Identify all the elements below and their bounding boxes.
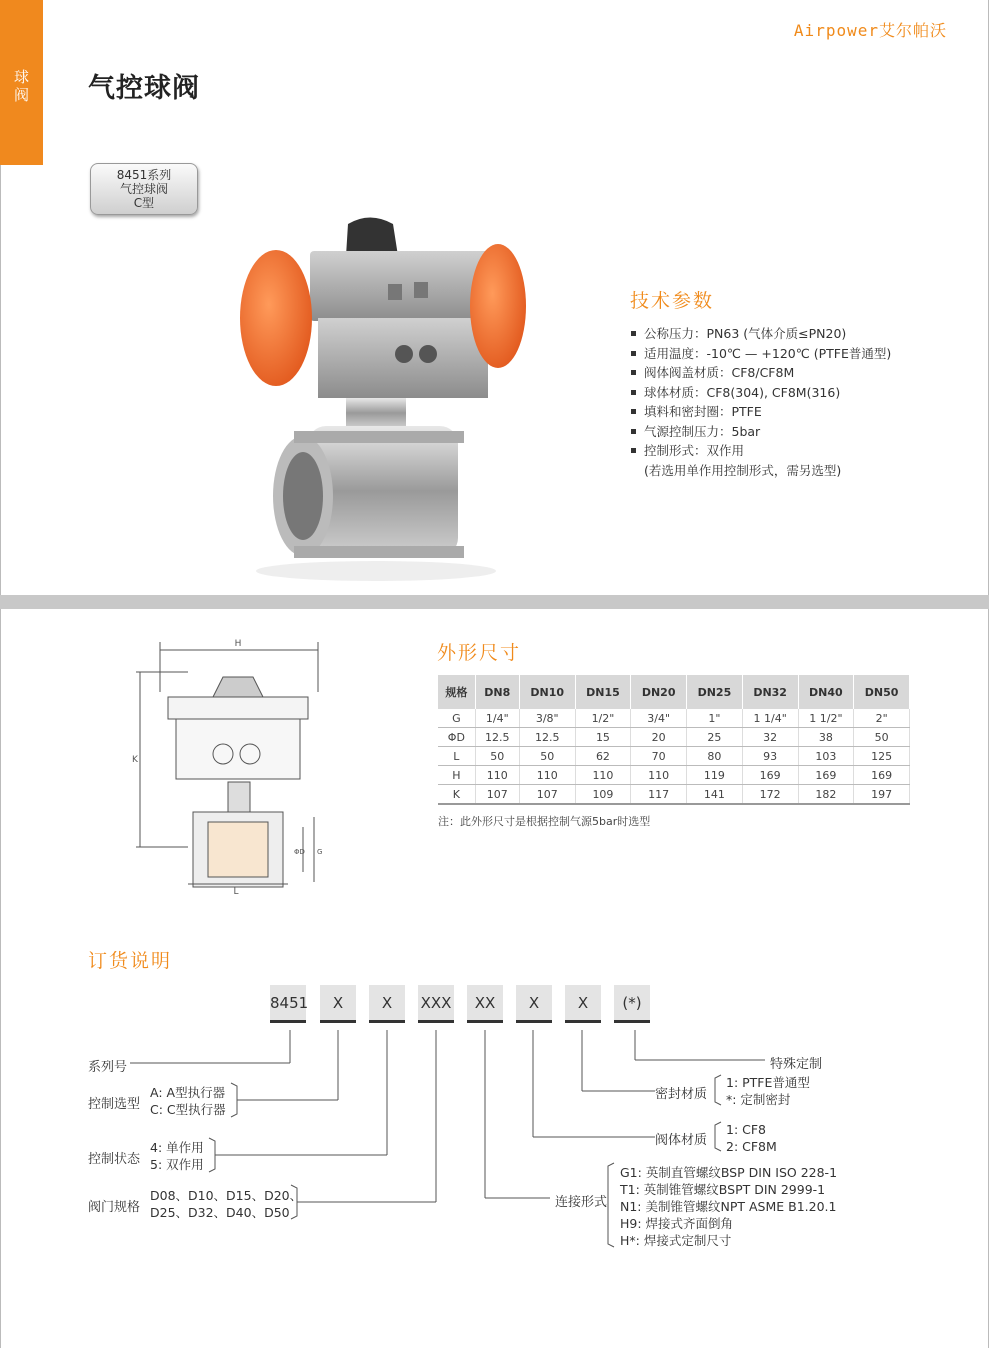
spec-item: 填料和密封圈：PTFE: [630, 402, 891, 422]
table-header-row: [438, 675, 910, 709]
table-cell: 1": [687, 709, 743, 728]
table-cell: 103: [798, 747, 854, 766]
table-cell: 117: [631, 785, 687, 805]
series-badge: [90, 163, 198, 215]
table-cell: 1/2": [575, 709, 631, 728]
spec-item: 适用温度：-10℃ — +120℃ (PTFE普通型): [630, 344, 891, 364]
option-item: H*: 焊接式定制尺寸: [620, 1233, 732, 1248]
label-control-state: 控制状态: [88, 1152, 141, 1167]
spec-item: 球体材质：CF8(304), CF8M(316): [630, 383, 891, 403]
table-cell: 141: [687, 785, 743, 805]
table-cell: 50: [854, 728, 910, 747]
table-row: [438, 766, 910, 785]
side-tab-char: 阀: [13, 86, 29, 104]
table-row: [438, 728, 910, 747]
dimensions-table: [438, 675, 910, 805]
spec-item: 阀体阀盖材质：CF8/CF8M: [630, 363, 891, 383]
table-cell: 2": [854, 709, 910, 728]
side-tab-char: 球: [13, 68, 29, 86]
options-seal-material: [726, 1074, 810, 1108]
table-body: [438, 709, 910, 804]
page-border: [0, 165, 1, 1348]
table-cell: 110: [519, 766, 575, 785]
badge-line: C型: [133, 196, 155, 210]
side-category-tab: [0, 0, 43, 165]
table-cell: 80: [687, 747, 743, 766]
options-control-state: [150, 1139, 204, 1173]
table-header-cell: DN40: [798, 675, 854, 709]
brand-logo-text: Airpower艾尔帕沃: [793, 21, 947, 40]
table-cell: 169: [798, 766, 854, 785]
table-cell: 70: [631, 747, 687, 766]
option-item: 5: 双作用: [150, 1157, 204, 1172]
order-code-box: XX: [467, 985, 503, 1023]
tech-params-list: [630, 324, 891, 480]
page-title: 气控球阀: [88, 73, 200, 104]
label-special: 特殊定制: [770, 1057, 823, 1072]
dim-label-d: ΦD: [294, 848, 305, 856]
table-cell: L: [438, 747, 475, 766]
table-cell: 3/8": [519, 709, 575, 728]
table-cell: 15: [575, 728, 631, 747]
table-row: [438, 747, 910, 766]
label-series: 系列号: [88, 1060, 128, 1075]
table-cell: 62: [575, 747, 631, 766]
dimensions-heading: 外形尺寸: [437, 642, 522, 664]
table-cell: 169: [854, 766, 910, 785]
spec-item: 公称压力：PN63 (气体介质≤PN20): [630, 324, 891, 344]
spec-item: 气源控制压力：5bar: [630, 422, 891, 442]
option-item: 1: PTFE普通型: [726, 1075, 810, 1090]
option-item: N1: 美制锥管螺纹NPT ASME B1.20.1: [620, 1199, 837, 1214]
table-cell: 38: [798, 728, 854, 747]
order-code-box: XXX: [418, 985, 454, 1023]
table-cell: 12.5: [475, 728, 519, 747]
table-header-cell: DN50: [854, 675, 910, 709]
table-cell: 125: [854, 747, 910, 766]
table-cell: 3/4": [631, 709, 687, 728]
section-divider-band: [0, 595, 989, 609]
table-cell: G: [438, 709, 475, 728]
option-item: 4: 单作用: [150, 1140, 204, 1155]
table-cell: 1 1/4": [742, 709, 798, 728]
table-cell: 12.5: [519, 728, 575, 747]
options-connection: [620, 1164, 837, 1249]
tech-params-heading: 技术参数: [630, 290, 715, 312]
option-item: G1: 英制直管螺纹BSP DIN ISO 228-1: [620, 1165, 838, 1180]
table-cell: 50: [475, 747, 519, 766]
table-cell: ΦD: [438, 728, 475, 747]
option-item: T1: 英制锥管螺纹BSPT DIN 2999-1: [620, 1182, 826, 1197]
option-item: 1: CF8: [726, 1122, 767, 1137]
order-code-box: X: [369, 985, 405, 1023]
label-body-material: 阀体材质: [655, 1133, 708, 1148]
order-code-box: X: [320, 985, 356, 1023]
table-cell: 50: [519, 747, 575, 766]
table-cell: 1 1/2": [798, 709, 854, 728]
dim-label-h: H: [234, 639, 242, 649]
options-control-type: [150, 1084, 226, 1118]
table-row: [438, 785, 910, 805]
dim-label-g: G: [317, 848, 323, 856]
spec-continuation: (若选用单作用控制形式，需另选型): [644, 462, 842, 478]
table-cell: 119: [687, 766, 743, 785]
table-cell: 169: [742, 766, 798, 785]
option-item: D25、D32、D40、D50: [150, 1205, 290, 1220]
badge-line: 8451系列: [116, 168, 172, 182]
table-cell: K: [438, 785, 475, 805]
badge-line: 气控球阀: [119, 182, 168, 196]
dimension-drawing: [128, 632, 328, 897]
table-cell: 25: [687, 728, 743, 747]
table-cell: 109: [575, 785, 631, 805]
table-cell: 20: [631, 728, 687, 747]
ordering-heading: 订货说明: [88, 950, 173, 972]
option-item: A: A型执行器: [150, 1085, 226, 1100]
product-valve-image: [228, 206, 528, 586]
option-item: 2: CF8M: [726, 1139, 777, 1154]
dimensions-note: 注：此外形尺寸是根据控制气源5bar时选型: [438, 815, 651, 828]
option-item: C: C型执行器: [150, 1102, 226, 1117]
table-cell: 172: [742, 785, 798, 805]
order-code-box: X: [565, 985, 601, 1023]
order-code-box: (*): [614, 985, 650, 1023]
table-cell: 197: [854, 785, 910, 805]
table-cell: 93: [742, 747, 798, 766]
table-cell: 110: [631, 766, 687, 785]
table-cell: H: [438, 766, 475, 785]
label-connection: 连接形式: [555, 1195, 608, 1210]
order-code-box: X: [516, 985, 552, 1023]
options-body-material: [726, 1121, 777, 1155]
spec-item: 控制形式：双作用: [630, 441, 891, 461]
table-cell: 107: [475, 785, 519, 805]
table-header-cell: DN8: [475, 675, 519, 709]
table-header-cell: DN10: [519, 675, 575, 709]
table-header-cell: DN32: [742, 675, 798, 709]
table-cell: 182: [798, 785, 854, 805]
table-cell: 1/4": [475, 709, 519, 728]
table-row: [438, 709, 910, 728]
option-item: H9: 焊接式齐面倒角: [620, 1216, 734, 1231]
order-code-box: 8451: [270, 985, 306, 1023]
label-control-type: 控制选型: [88, 1097, 141, 1112]
table-header-cell: DN15: [575, 675, 631, 709]
table-header-cell: DN20: [631, 675, 687, 709]
dim-label-k: K: [132, 755, 138, 765]
table-header-cell: 规格: [438, 675, 475, 709]
option-item: D08、D10、D15、D20、: [150, 1188, 303, 1203]
dim-label-l: L: [233, 887, 239, 897]
option-item: *: 定制密封: [726, 1092, 791, 1107]
table-header-cell: DN25: [687, 675, 743, 709]
label-seal-material: 密封材质: [655, 1087, 708, 1102]
options-valve-size: [150, 1187, 302, 1221]
table-cell: 110: [475, 766, 519, 785]
table-cell: 110: [575, 766, 631, 785]
label-valve-size: 阀门规格: [88, 1200, 141, 1215]
table-cell: 32: [742, 728, 798, 747]
table-cell: 107: [519, 785, 575, 805]
